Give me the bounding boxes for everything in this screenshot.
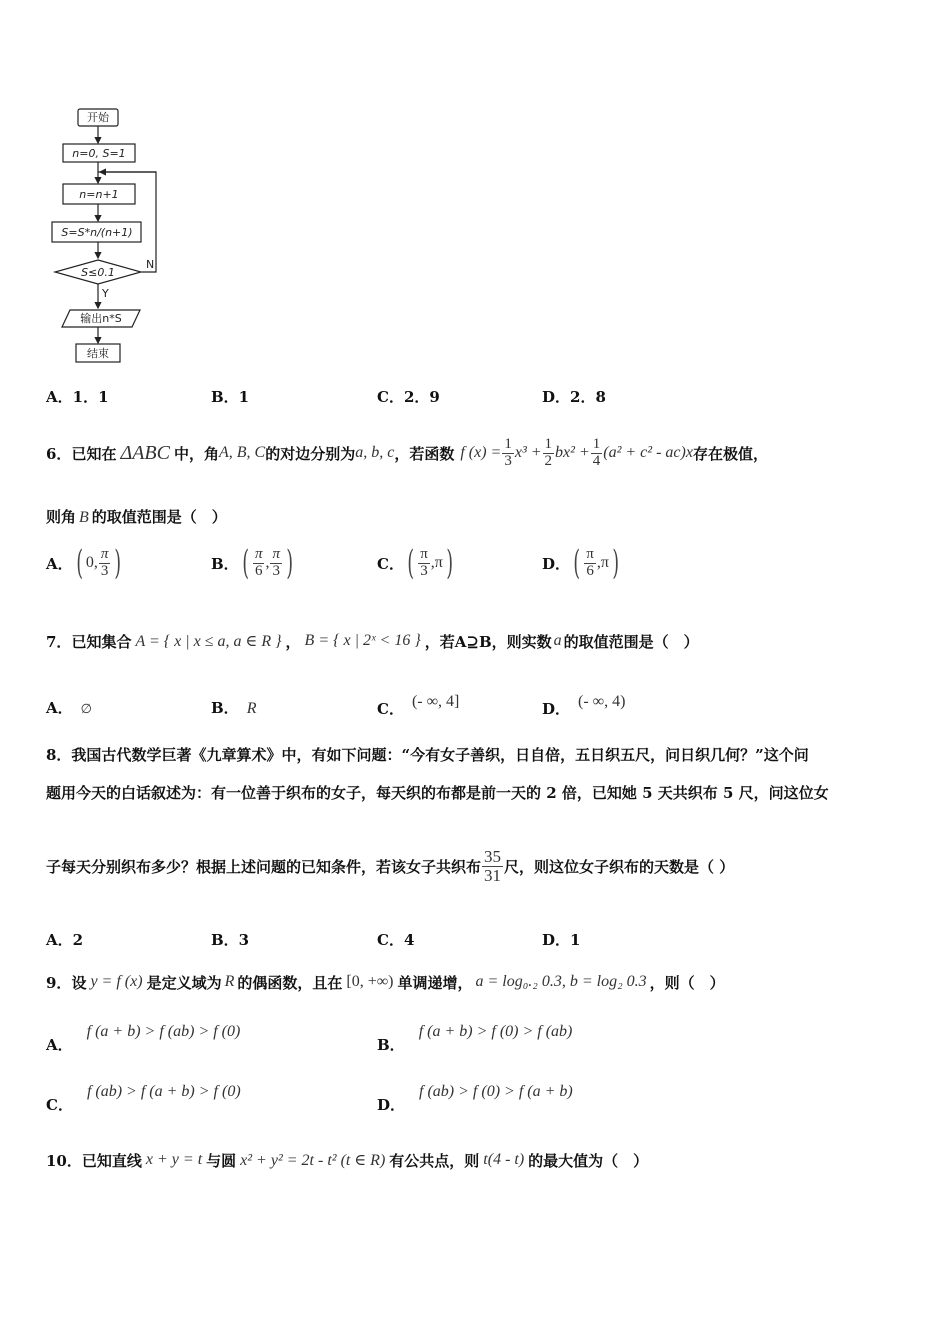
q5-option-a: A．1．1 (46, 388, 109, 406)
q7-set-b: B = { x | 2ˣ < 16 } (304, 632, 421, 649)
q6-stem (46, 428, 768, 478)
q8-line3: 子每天分别织布多少？根据上述问题的已知条件，若该女子共织布 $\frac{35}{31}$ 尺，则这位女子织布的天数是（ ） (46, 846, 735, 885)
q7-option-d: D． (- ∞, 4) (542, 693, 626, 718)
q5-option-b: B．1 (211, 388, 250, 406)
q5-option-d: D．2．8 (542, 388, 606, 406)
q6-text4: ，若函数 (394, 444, 455, 463)
q10-stem: 10． 已知直线 x + y = t 与圆 x² + y² = 2t - t² (t ∈ R) 有公共点，则 t(4 - t) 的最大值为（ ） (46, 1151, 649, 1170)
q9-option-c: C．f (ab) > f (a + b) > f (0) (46, 1083, 241, 1114)
q6-frac1: $\frac{1}{3}$ (504, 435, 512, 469)
q6-line2: 则角 B 的取值范围是（ ） (46, 508, 227, 526)
q8-option-d: D．1 (542, 931, 581, 949)
q6-option-c: C． ( $\frac{\pi}{3}$ ,π ) (377, 543, 453, 583)
q6-number: 6． (46, 444, 72, 463)
q9-option-d: D．f (ab) > f (0) > f (a + b) (377, 1083, 573, 1114)
q9-stem: 9． 设 y = f (x) 是定义域为 R 的偶函数，且在 [0, +∞) 单调递增， a = log₀.₂ 0.3, b = log₂ 0.3 ，则（ ） (46, 973, 725, 992)
q8-option-c: C．4 (377, 931, 415, 949)
flow-init-text: n=0, S=1 (72, 147, 126, 160)
flow-cond-text: S≤0.1 (81, 266, 115, 279)
q6-text5: 存在极值， (692, 444, 768, 463)
flow-yes-label: Y (102, 287, 109, 300)
q9-option-a: A．f (a + b) > f (ab) > f (0) (46, 1023, 241, 1054)
flow-step1-text: n=n+1 (79, 188, 119, 201)
flow-output-text: 输出n*S (80, 312, 122, 325)
q6-option-b: B． ( $\frac{\pi}{6}$ , $\frac{\pi}{3}$ ) (211, 543, 293, 583)
flow-end-text: 结束 (87, 347, 109, 360)
q6-frac3: $\frac{1}{4}$ (592, 435, 601, 469)
flow-start-text: 开始 (87, 111, 109, 124)
q9-option-b: B．f (a + b) > f (0) > f (ab) (377, 1023, 573, 1054)
q8-option-a: A．2 (46, 931, 84, 949)
q6-term1: x³ + (514, 444, 542, 461)
q8-fraction: $\frac{35}{31}$ (484, 846, 502, 885)
q6-term2: bx² + (555, 444, 590, 461)
flowchart (40, 100, 180, 370)
q7-option-b: B． R (211, 699, 257, 717)
q8-line1: 8．我国古代数学巨著《九章算术》中，有如下问题：“今有女子善织，日自倍，五日织五尺，问日织几何？”这个问 (46, 746, 809, 764)
q6-frac2: $\frac{1}{2}$ (544, 435, 553, 469)
q6-option-d: D． ( $\frac{\pi}{6}$ ,π ) (542, 543, 619, 583)
q8-option-b: B．3 (211, 931, 250, 949)
q6-text1: 已知在 (71, 444, 117, 463)
q5-option-c: C．2．9 (377, 388, 440, 406)
q7-option-a: A． ∅ (46, 699, 92, 717)
q6-sides: a, b, c (355, 444, 395, 461)
q6-term3: (a² + c² - ac)x (603, 444, 693, 461)
flow-no-label: N (146, 258, 155, 271)
flow-step2-text: S=S*n/(n+1) (61, 226, 133, 239)
q6-text2: 中，角 (173, 444, 219, 463)
q6-fx: f (x) = (460, 444, 502, 461)
q6-text3: 的对边分别为 (265, 444, 356, 463)
q7-set-a: A = { x | x ≤ a, a ∈ R } (135, 633, 282, 650)
q6-angles: A, B, C (218, 444, 266, 461)
q8-line2: 题用今天的白话叙述为：有一位善于织布的女子，每天织的布都是前一天的 2 倍，已知她 5 天共织布 5 尺，问这位女 (46, 784, 829, 802)
q7-option-c: C． (- ∞, 4] (377, 693, 460, 718)
q6-option-a: A． ( 0, $\frac{\pi}{3}$ ) (46, 543, 122, 583)
q7-stem: 7． 已知集合 A = { x | x ≤ a, a ∈ R } ， B = { x | 2ˣ < 16 } ，若A⊇B，则实数 a 的取值范围是（ ） (46, 632, 699, 651)
q6-triangle: ΔABC (120, 441, 170, 464)
